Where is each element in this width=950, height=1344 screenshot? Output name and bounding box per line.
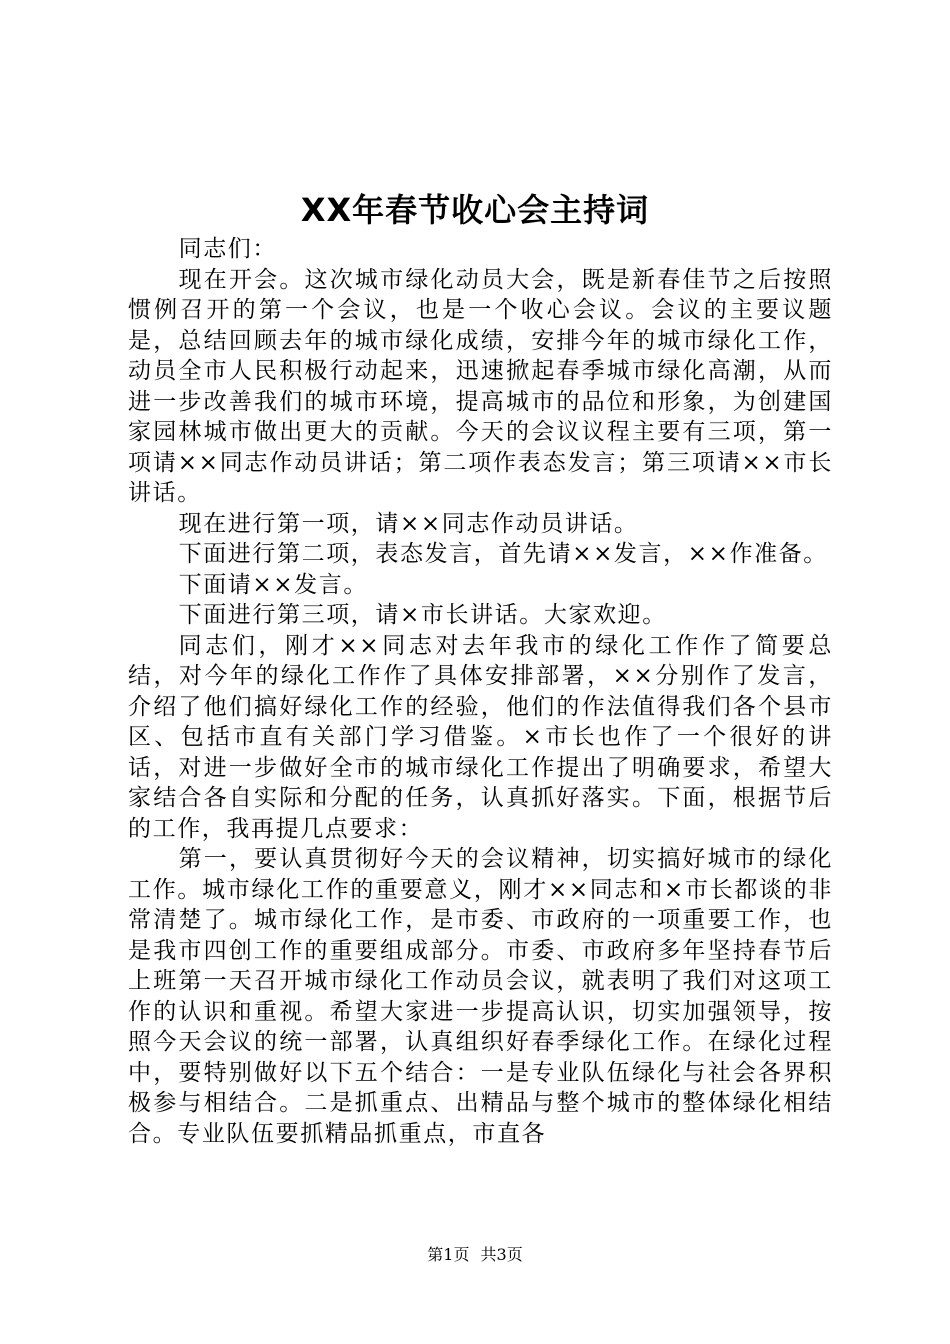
paragraph-next-speaker: 下面请××发言。: [178, 571, 368, 598]
paragraph-item-one: 现在进行第一项，请××同志作动员讲话。: [178, 510, 639, 537]
paragraph-salutation: 同志们：: [178, 236, 277, 262]
paragraph-summary: 同志们，刚才××同志对去年我市的绿化工作作了简要总结，对今年的绿化工作作了具体安排部署，××分别作了发言，介绍了他们搞好绿化工作的经验，他们的作法值得我们各个县市区、包括市直有关部门学习借鉴。×市长也作了一个很好的讲话，对进一步做好全市的城市绿化工作提出了明确要求，希望大家结合各自实际和分配的任务，认真抓好落实。下面，根据节后的工作，我再提几点要求：: [128, 632, 833, 842]
page-footer: [0, 1244, 950, 1266]
paragraph-item-two: 下面进行第二项，表态发言，首先请××发言，××作准备。: [178, 541, 828, 567]
paragraph-requirement-one: 第一，要认真贯彻好今天的会议精神，切实搞好城市的绿化工作。城市绿化工作的重要意义，刚才××同志和×市长都谈的非常清楚了。城市绿化工作，是市委、市政府的一项重要工作，也是我市四创工作的重要组成部分。市委、市政府多年坚持春节后上班第一天召开城市绿化工作动员会议，就表明了我们对这项工作的认识和重视。希望大家进一步提高认识，切实加强领导，按照今天会议的统一部署，认真组织好春季绿化工作。在绿化过程中，要特别做好以下五个结合：一是专业队伍绿化与社会各界积极参与相结合。二是抓重点、出精品与整个城市的整体绿化相结合。专业队伍要抓精品抓重点，市直各: [128, 846, 833, 1147]
document-title: XX年春节收心会主持词: [300, 191, 650, 229]
paragraph-opening: 现在开会。这次城市绿化动员大会，既是新春佳节之后按照惯例召开的第一个会议，也是一个收心会议。会议的主要议题是，总结回顾去年的城市绿化成绩，安排今年的城市绿化工作，动员全市人民积极行动起来，迅速掀起春季城市绿化高潮，从而进一步改善我们的城市环境，提高城市的品位和形象，为创建国家园林城市做出更大的贡献。今天的会议议程主要有三项，第一项请××同志作动员讲话；第二项作表态发言；第三项请××市长讲话。: [128, 266, 833, 506]
page-number: 第1页: [427, 1245, 470, 1264]
document-body: [128, 234, 833, 1149]
page-total: 共3页: [480, 1245, 523, 1264]
paragraph-item-three: 下面进行第三项，请×市长讲话。大家欢迎。: [178, 602, 667, 628]
